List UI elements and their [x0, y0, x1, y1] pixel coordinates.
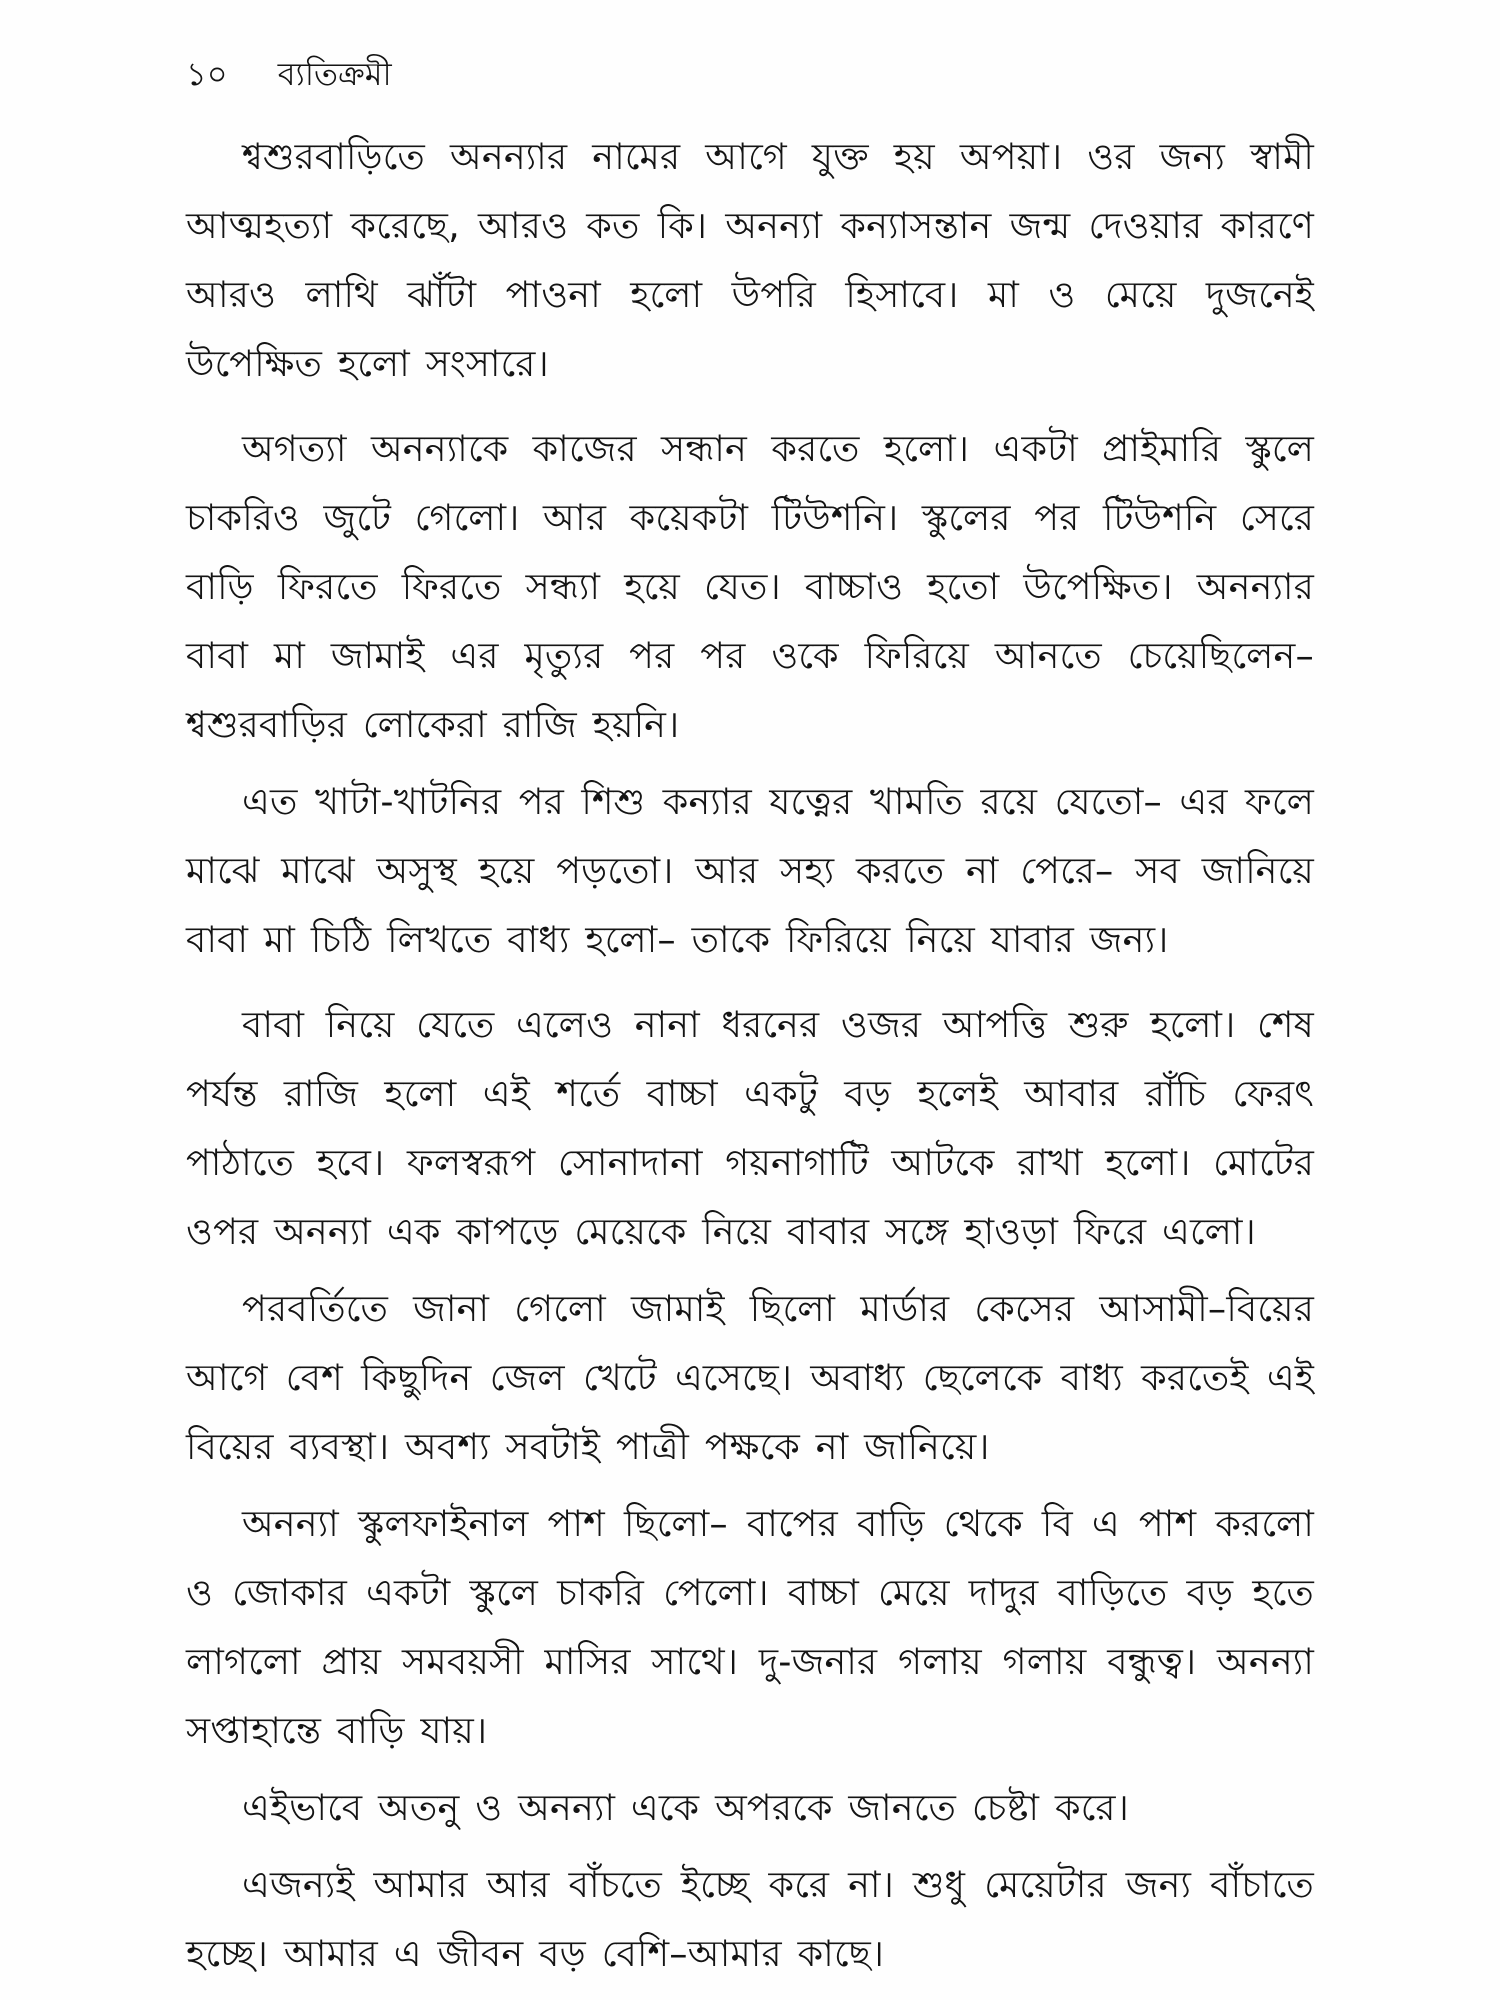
paragraph: পরবর্তিতে জানা গেলো জামাই ছিলো মার্ডার কেসের আসামী–বিয়ের আগে বেশ কিছুদিন জেল খেটে এসেছে। অবাধ্য ছেলেকে বাধ্য করতেই এই বিয়ের ব্যবস্থা। অবশ্য সবটাই পাত্রী পক্ষকে না জানিয়ে। — [186, 1287, 1314, 1468]
body-text — [186, 122, 1314, 1988]
book-title: ব্যতিক্রমী — [277, 55, 392, 93]
paragraph: এজন্যই আমার আর বাঁচতে ইচ্ছে করে না। শুধু মেয়েটার জন্য বাঁচাতে হচ্ছে। আমার এ জীবন বড় বেশি–আমার কাছে। — [186, 1863, 1314, 1975]
paragraph: শ্বশুরবাড়িতে অনন্যার নামের আগে যুক্ত হয় অপয়া। ওর জন্য স্বামী আত্মহত্যা করেছে, আরও কত কি। অনন্যা কন্যাসন্তান জন্ম দেওয়ার কারণে আরও লাথি ঝাঁটা পাওনা হলো উপরি হিসাবে। মা ও মেয়ে দুজনেই উপেক্ষিত হলো সংসারে। — [186, 135, 1314, 385]
running-header — [186, 52, 392, 96]
paragraph: এত খাটা-খাটনির পর শিশু কন্যার যত্নের খামতি রয়ে যেতো– এর ফলে মাঝে মাঝে অসুস্থ হয়ে পড়তো। আর সহ্য করতে না পেরে– সব জানিয়ে বাবা মা চিঠি লিখতে বাধ্য হলো– তাকে ফিরিয়ে নিয়ে যাবার জন্য। — [186, 780, 1314, 961]
paragraph: এইভাবে অতনু ও অনন্যা একে অপরকে জানতে চেষ্টা করে। — [242, 1786, 1129, 1829]
paragraph: অনন্যা স্কুলফাইনাল পাশ ছিলো– বাপের বাড়ি থেকে বি এ পাশ করলো ও জোকার একটা স্কুলে চাকরি পেলো। বাচ্চা মেয়ে দাদুর বাড়িতে বড় হতে লাগলো প্রায় সমবয়সী মাসির সাথে। দু-জনার গলায় গলায় বন্ধুত্ব। অনন্যা সপ্তাহান্তে বাড়ি যায়। — [186, 1502, 1314, 1752]
page-number: ১০ — [186, 55, 228, 93]
paragraph: অগত্যা অনন্যাকে কাজের সন্ধান করতে হলো। একটা প্রাইমারি স্কুলে চাকরিও জুটে গেলো। আর কয়েকটা টিউশনি। স্কুলের পর টিউশনি সেরে বাড়ি ফিরতে ফিরতে সন্ধ্যা হয়ে যেত। বাচ্চাও হতো উপেক্ষিত। অনন্যার বাবা মা জামাই এর মৃত্যুর পর পর ওকে ফিরিয়ে আনতে চেয়েছিলেন– শ্বশুরবাড়ির লোকেরা রাজি হয়নি। — [186, 427, 1314, 746]
paragraph: বাবা নিয়ে যেতে এলেও নানা ধরনের ওজর আপত্তি শুরু হলো। শেষ পর্যন্ত রাজি হলো এই শর্তে বাচ্চা একটু বড় হলেই আবার রাঁচি ফেরৎ পাঠাতে হবে। ফলস্বরূপ সোনাদানা গয়নাগাটি আটকে রাখা হলো। মোটের ওপর অনন্যা এক কাপড়ে মেয়েকে নিয়ে বাবার সঙ্গে হাওড়া ফিরে এলো। — [186, 1003, 1314, 1253]
